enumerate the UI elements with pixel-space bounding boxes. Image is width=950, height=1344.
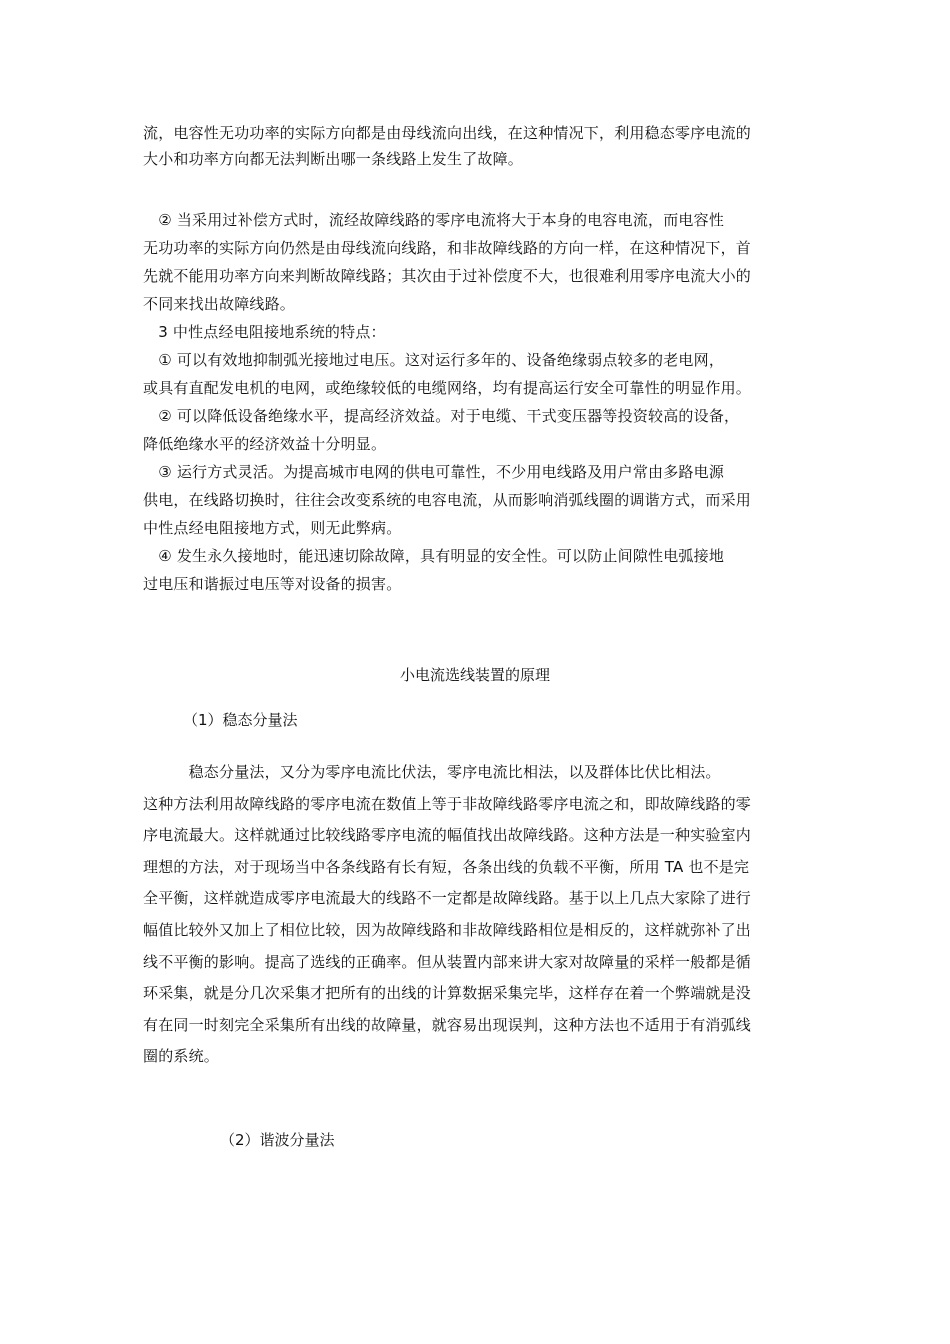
text-line: 环采集，就是分几次采集才把所有的出线的计算数据采集完毕，这样存在着一个弊端就是没 bbox=[143, 984, 752, 1003]
text-line: 有在同一时刻完全采集所有出线的故障量，就容易出现误判，这种方法也不适用于有消弧线 bbox=[143, 1015, 752, 1034]
text-line: ④ 发生永久接地时，能迅速切除故障，具有明显的安全性。可以防止间隙性电弧接地 bbox=[143, 547, 725, 565]
paragraph-overcompensation bbox=[143, 206, 808, 318]
text-line: 无功功率的实际方向仍然是由母线流向线路，和非故障线路的方向一样，在这种情况下，首 bbox=[143, 239, 752, 257]
paragraph-steady-state-method bbox=[143, 757, 808, 1073]
section-heading: 小电流选线装置的原理 bbox=[399, 666, 550, 684]
text-line: 理想的方法，对于现场当中各条线路有长有短，各条出线的负载不平衡，所用 TA 也不是完 bbox=[143, 857, 750, 876]
subheading-steady-state: （1）稳态分量法 bbox=[183, 711, 298, 729]
text-line: 中性点经电阻接地方式，则无此弊病。 bbox=[143, 519, 402, 537]
text-line: 全平衡，这样就造成零序电流最大的线路不一定都是故障线路。基于以上几点大家除了进行 bbox=[143, 889, 752, 908]
text-line: 稳态分量法，又分为零序电流比伏法，零序电流比相法，以及群体比伏比相法。 bbox=[143, 763, 721, 781]
paragraph-resistance-grounding bbox=[143, 318, 808, 598]
subheading-harmonic: （2）谐波分量法 bbox=[220, 1131, 335, 1149]
text-line: 线不平衡的影响。提高了选线的正确率。但从装置内部来讲大家对故障量的采样一般都是循 bbox=[143, 952, 752, 971]
text-line: 圈的系统。 bbox=[143, 1047, 220, 1066]
text-line: 不同来找出故障线路。 bbox=[143, 295, 296, 313]
paragraph-capacitive-flow bbox=[143, 120, 808, 172]
text-line: 先就不能用功率方向来判断故障线路；其次由于过补偿度不大，也很难利用零序电流大小的 bbox=[143, 267, 752, 285]
text-line: ① 可以有效地抑制弧光接地过电压。这对运行多年的、设备绝缘弱点较多的老电网， bbox=[143, 351, 725, 369]
text-line: 供电，在线路切换时，往往会改变系统的电容电流，从而影响消弧线圈的调谐方式，而采用 bbox=[143, 491, 752, 509]
text-line: 降低绝缘水平的经济效益十分明显。 bbox=[143, 435, 387, 453]
text-line: 大小和功率方向都无法判断出哪一条线路上发生了故障。 bbox=[143, 150, 524, 168]
text-line: 序电流最大。这样就通过比较线路零序电流的幅值找出故障线路。这种方法是一种实验室内 bbox=[143, 826, 752, 845]
text-line: ② 当采用过补偿方式时，流经故障线路的零序电流将大于本身的电容电流，而电容性 bbox=[143, 211, 725, 229]
text-line: 或具有直配发电机的电网，或绝缘较低的电缆网络，均有提高运行安全可靠性的明显作用。 bbox=[143, 379, 752, 397]
text-line: 过电压和谐振过电压等对设备的损害。 bbox=[143, 575, 402, 593]
text-line: 这种方法利用故障线路的零序电流在数值上等于非故障线路零序电流之和，即故障线路的零 bbox=[143, 794, 752, 813]
text-line: 幅值比较外又加上了相位比较，因为故障线路和非故障线路相位是相反的，这样就弥补了出 bbox=[143, 920, 752, 939]
text-line: 流，电容性无功功率的实际方向都是由母线流向出线，在这种情况下，利用稳态零序电流的 bbox=[143, 124, 752, 142]
text-line: 3 中性点经电阻接地系统的特点： bbox=[143, 323, 386, 341]
text-line: ③ 运行方式灵活。为提高城市电网的供电可靠性，不少用电线路及用户常由多路电源 bbox=[143, 463, 725, 481]
text-line: ② 可以降低设备绝缘水平，提高经济效益。对于电缆、干式变压器等投资较高的设备， bbox=[143, 407, 740, 425]
